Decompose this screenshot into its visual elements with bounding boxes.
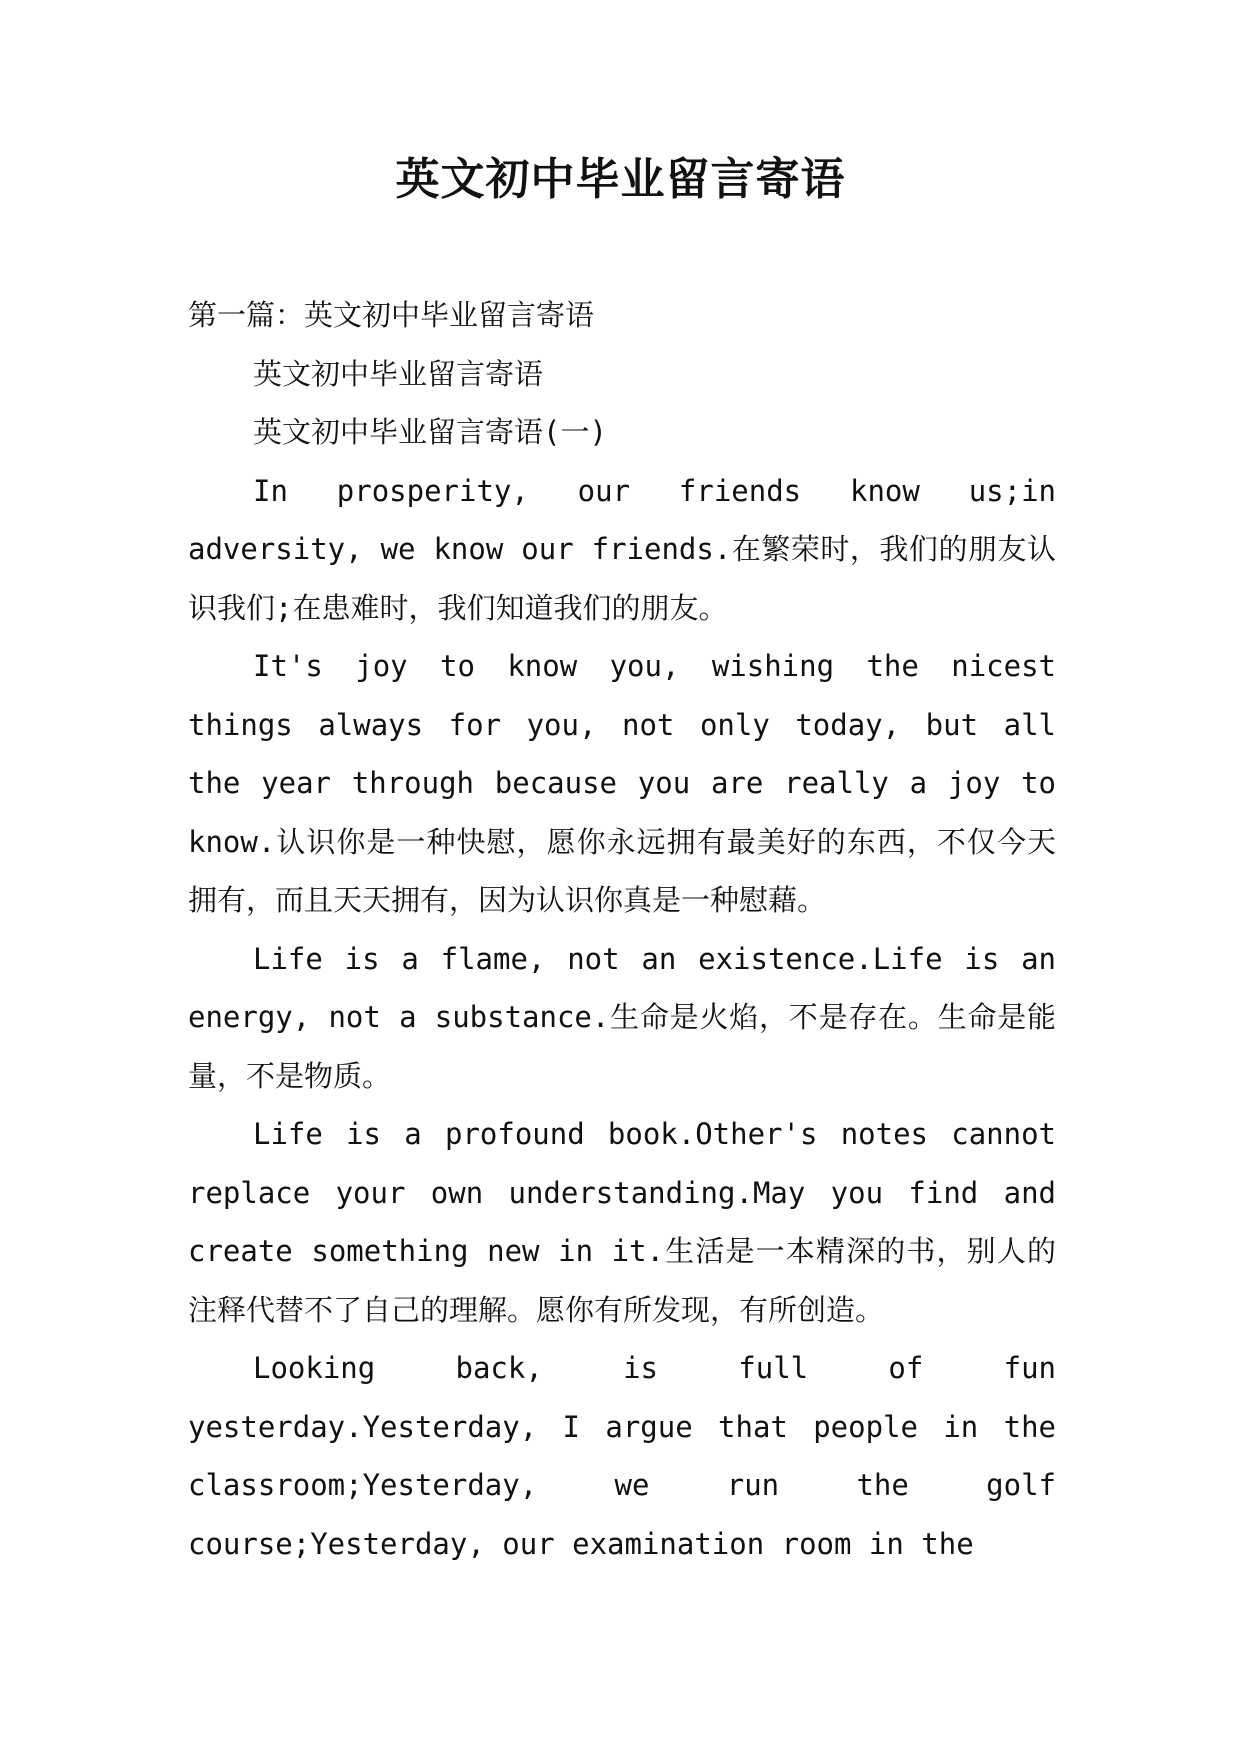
paragraph: Life is a flame, not an existence.Life is an energy, not a substance.生命是火焰，不是存在。生命是能量，不是物质。 [188,941,1056,1093]
document-body [188,286,1056,1573]
paragraph: Life is a profound book.Other's notes cannot replace your own understanding.May you find and create something new in it.生活是一本精深的书，别人的注释代替不了自己的理解。愿你有所发现，有所创造。 [188,1117,1056,1327]
document-title: 英文初中毕业留言寄语 [395,154,846,205]
paragraph: Looking back, is full of fun yesterday.Yesterday, I argue that people in the classroom;Yesterday, we run the golf course;Yesterday, our examination room in the [188,1351,1056,1561]
subtitle: 英文初中毕业留言寄语 [253,356,544,391]
section-heading: 第一篇：英文初中毕业留言寄语 [188,298,595,332]
subtitle-part: 英文初中毕业留言寄语(一) [253,415,607,449]
paragraph: In prosperity, our friends know us;in adversity, we know our friends.在繁荣时，我们的朋友认识我们;在患难时，我们知道我们的朋友。 [188,473,1056,625]
paragraph: It's joy to know you, wishing the nicest things always for you, not only today, but all the year through because you are really a joy to know.认识你是一种快慰，愿你永远拥有最美好的东西，不仅今天拥有，而且天天拥有，因为认识你真是一种慰藉。 [188,649,1056,917]
